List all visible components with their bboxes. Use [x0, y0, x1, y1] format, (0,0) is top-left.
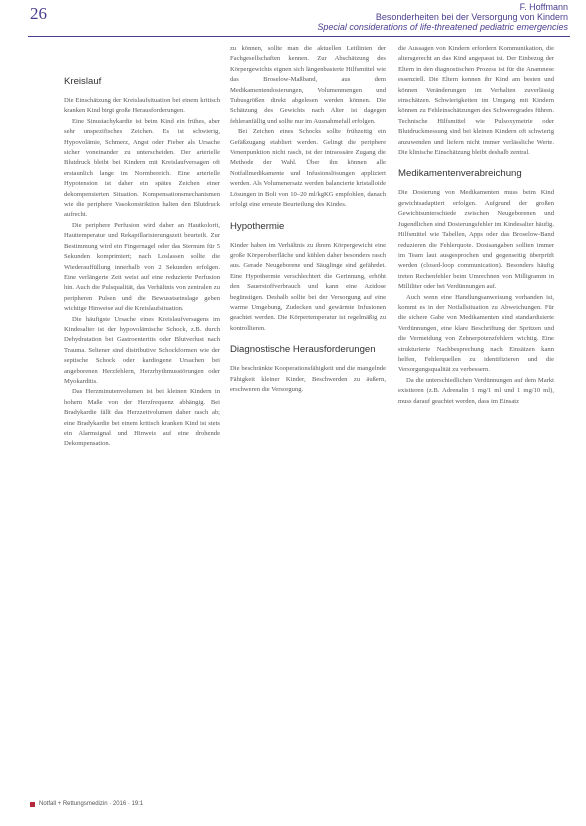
footer-text: Notfall + Rettungsmedizin · 2016 · 19:1 [39, 801, 144, 807]
footer-square-icon [30, 802, 35, 807]
body-paragraph: Die Dosierung von Medikamenten muss beim Kind gewichtsadaptiert erfolgen. Aufgrund der großen Gewichtsunterschiede zwischen Neugeborenen und Jugendlichen sind Dosierungsfehler im Kindesalter häufig. Hilfsmittel wie Tabellen, Apps oder das Broselow-Band reduzieren die Fehlerquote. Dosisangaben sollten immer im Team laut ausgesprochen und gegenseitig überprüft werden (closed-loop communication). Besonders häufig treten Rechenfehler beim Umrechnen von Milligramm in Milliliter oder bei Verdünnungen auf. [398, 189, 554, 291]
section-heading: Kreislauf [64, 76, 102, 87]
section-heading: Diagnostische Herausforderungen [230, 344, 376, 356]
body-paragraph: Die periphere Perfusion wird daher an Hautkolorit, Hauttemperatur und Rekapillarisierungszeit beurteilt. Zur Bestimmung wird ein Fingernagel oder das Sternum für 5 Sekunden komprimiert; nach Loslassen sollte die Wiederauffüllung innerhalb von 2 Sekunden erfolgen. Eine verlängerte Zeit weist auf eine reduzierte Perfusion hin. Auch die Pulsqualität, das Verhältnis von zentralen zu peripheren Pulsen und die Bewusstseinslage geben wichtige Hinweise auf die Kreislaufsituation. [64, 221, 220, 313]
body-paragraph: die Aussagen von Kindern erfordern Kommunikation, die altersgerecht an das Kind angepasst ist. Der Einbezug der Eltern in den diagnostischen Prozess ist für die Anamnese essenziell. Die Eltern kennen ihr Kind am besten und können Veränderungen im Verhalten zuverlässig einschätzen. Schwierigkeiten im Umgang mit Kindern können zu Fehleinschätzungen des Schweregrades führen. Technische Hilfsmittel wie Pulsoxymetrie oder Blutdruckmessung sind bei kleinen Kindern oft schwierig anzuwenden und liefern nicht immer verlässliche Werte. Die klinische Einschätzung bleibt deshalb zentral. [398, 45, 554, 157]
body-paragraph: Die häufigste Ursache eines Kreislaufversagens im Kindesalter ist der hypovolämische Schock, z.B. durch Dehydratation bei Gastroenteritis oder Blutverlust nach Trauma. Seltener sind distributive Schockformen wie der septische Schock oder kardiogene Ursachen bei angeborenen Herzfehlern, Herzrhythmusstörungen oder Myokarditis. [64, 315, 220, 385]
running-header [317, 2, 568, 32]
body-paragraph: Das Herzminutenvolumen ist bei kleinen Kindern in hohem Maße von der Herzfrequenz abhängig. Bei Bradykardie fällt das Herzzeitvolumen daher rasch ab; eine Bradykardie bei einem kritisch kranken Kind ist stets ein Alarmsignal und Hinweis auf eine drohende Dekompensation. [64, 388, 220, 448]
body-paragraph: Auch wenn eine Handlungsanweisung vorhanden ist, kommt es in der Notfallsituation zu Abweichungen. Für die sichere Gabe von Medikamenten sind standardisierte Verdünnungen, eine klare Beschriftung der Spritzen und die Vermeidung von Zehnerpotenzfehlern wichtig. Eine strukturierte Nachbesprechung nach Einsätzen kann helfen, Fehlerquellen zu identifizieren und die Versorgungsqualität zu verbessern. [398, 293, 554, 374]
body-paragraph: Die Einschätzung der Kreislaufsituation bei einem kritisch kranken Kind birgt große Herausforderungen. [64, 97, 220, 115]
body-paragraph: Kinder haben im Verhältnis zu ihrem Körpergewicht eine große Körperoberfläche und kühlen daher besonders rasch aus. Gerade Neugeborene und Säuglinge sind gefährdet. Eine Hypothermie verschlechtert die Gerinnung, erhöht den Sauerstoffverbrauch und kann eine Azidose begünstigen. Deshalb sollte bei der Versorgung auf eine warme Umgebung, Zudecken und gewärmte Infusionen geachtet werden. Die Körpertemperatur ist regelmäßig zu kontrollieren. [230, 241, 386, 332]
section-heading: Hypothermie [230, 220, 285, 232]
page-number: 26 [30, 4, 47, 23]
running-header-subtitle: Special considerations of life-threatened pediatric emergencies [317, 22, 568, 32]
body-paragraph: Eine Sinustachykardie ist beim Kind ein frühes, aber sehr unspezifisches Zeichen. Es ist schwierig, Hypovolämie, Schmerz, Angst oder Fieber als Ursache sicher voneinander zu unterscheiden. Der arterielle Blutdruck bleibt bei Kindern mit Kreislaufversagen oft erstaunlich lange im Normbereich. Eine arterielle Hypotension ist daher ein spätes Zeichen einer dekompensierten Situation. Kompensationsmechanismen wie die periphere Vasokonstriktion halten den Blutdruck aufrecht. [64, 117, 220, 219]
body-paragraph: zu können, sollte man die aktuellen Leitlinien der Fachgesellschaften kennen. Zur Abschätzung des Körpergewichts eignen sich längenbasierte Hilfsmittel wie das Broselow-Maßband, aus dem Medikamentendosierungen, Volumenmengen und Tubusgrößen direkt abgelesen werden können. Die Schätzung des Gewichts nach Alter ist dagegen fehleranfällig und sollte nur im Ausnahmefall erfolgen. [230, 45, 386, 125]
header-rule [28, 36, 570, 37]
text-column-1 [64, 44, 220, 450]
body-paragraph: Da die unterschiedlichen Verdünnungen auf dem Markt existieren (z.B. Adrenalin 1 mg/1 ml und 1 mg/10 ml), muss darauf geachtet werden, dass im Einsatz [398, 376, 554, 405]
section-heading: Medikamentenverabreichung [398, 168, 522, 180]
page-footer [30, 801, 143, 807]
running-header-title: Besonderheiten bei der Versorgung von Kindern [375, 12, 568, 22]
text-column-3 [398, 44, 554, 407]
text-column-2 [230, 44, 386, 395]
body-paragraph: Bei Zeichen eines Schocks sollte frühzeitig ein Gefäßzugang etabliert werden. Gelingt die periphere Venenpunktion nicht rasch, ist der intraossäre Zugang die Methode der Wahl. Über ihn können alle Notfallmedikamente und Infusionslösungen appliziert werden. Als Volumenersatz werden balancierte kristalloide Lösungen in Boli von 10–20 ml/kgKG empfohlen, danach erfolgt eine erneute Beurteilung des Kindes. [230, 128, 386, 209]
body-paragraph: Die beschränkte Kooperationsfähigkeit und die mangelnde Fähigkeit kleiner Kinder, Beschwerden zu äußern, erschweren die Versorgung. [230, 365, 386, 393]
running-header-author: F. Hoffmann [519, 2, 568, 12]
